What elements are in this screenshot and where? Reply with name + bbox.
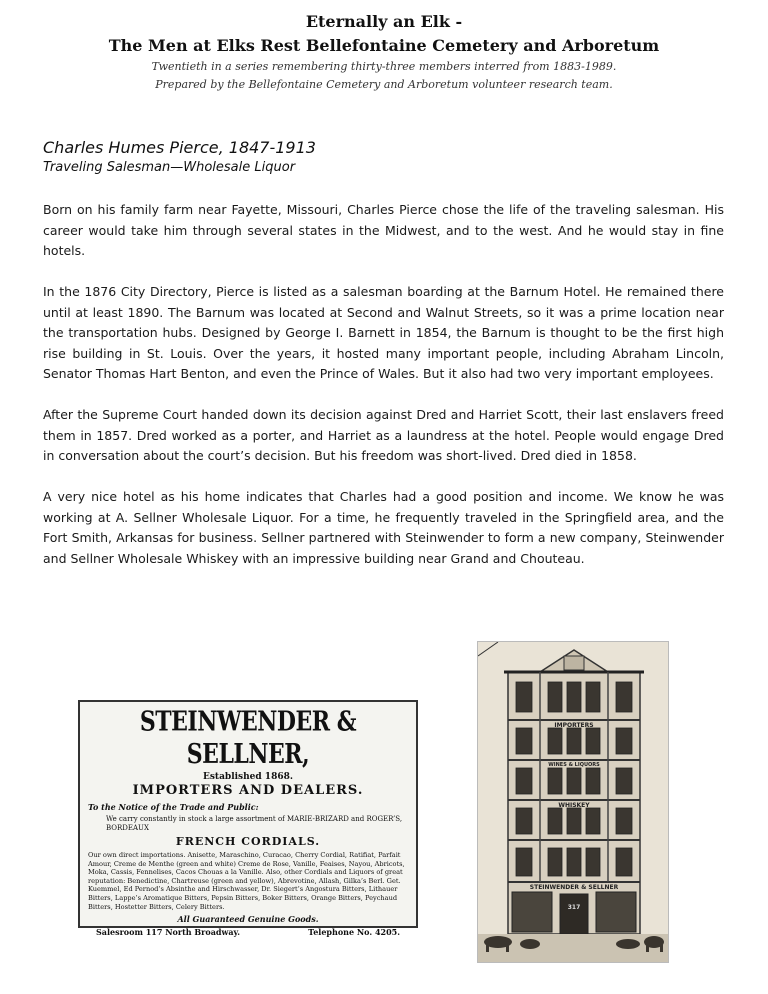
ad-footer: [88, 927, 408, 937]
article-body: [43, 200, 724, 590]
paragraph: A very nice hotel as his home indicates that Charles had a good position and income. We know he was working at A. Sellner Wholesale Liquor. For a time, he frequently traveled in the Springfield area, and the Fort Smith, Arkansas for business. Sellner partnered with Steinwender to form a new company, Steinwender and Sellner Wholesale Whiskey with an impressive building near Grand and Chouteau.: [43, 489, 724, 566]
series-note: Twentieth in a series remembering thirty-three members interred from 1883-1989.: [151, 60, 617, 73]
building-engraving-image: [477, 641, 669, 963]
ad-cordials-heading: FRENCH CORDIALS.: [175, 835, 321, 848]
sign-whiskey: WHISKEY: [558, 802, 590, 809]
ad-established: Established 1868.: [203, 772, 293, 782]
sign-importers: IMPORTERS: [554, 722, 594, 729]
series-subtitle: The Men at Elks Rest Bellefontaine Cemetery and Arboretum: [108, 36, 660, 55]
ad-business: IMPORTERS AND DEALERS.: [132, 783, 364, 798]
sign-firm-name: STEINWENDER & SELLNER: [529, 884, 619, 891]
person-occupation: Traveling Salesman—Wholesale Liquor: [43, 160, 296, 175]
ad-firm-name: STEINWENDER & SELLNER,: [139, 705, 357, 771]
profile-heading: [43, 138, 316, 177]
prepared-by-note: Prepared by the Bellefontaine Cemetery and Arboretum volunteer research team.: [155, 78, 613, 91]
ad-salesroom: Salesroom 117 North Broadway.: [96, 927, 241, 938]
sign-street-number: 317: [567, 904, 581, 911]
ad-notice: To the Notice of the Trade and Public:: [88, 802, 259, 812]
advertisement-image: [78, 700, 418, 938]
ad-telephone: Telephone No. 4205.: [308, 927, 400, 938]
ad-guarantee: All Guaranteed Genuine Goods.: [177, 914, 319, 925]
paragraph: Born on his family farm near Fayette, Missouri, Charles Pierce chose the life of the traveling salesman. His career would take him through several states in the Midwest, and to the west. And he would stay in fine hotels.: [43, 202, 724, 258]
person-name: Charles Humes Pierce, 1847-1913: [43, 138, 316, 157]
ad-product-list: Our own direct importations. Anisette, Maraschino, Curacao, Cherry Cordial, Ratifiat, Parfait Amour, Creme de Menthe (green and white) Creme de Rose, Vanille, Feaises, Nayou, Abricots, Moka, Cassis, Fennelises, Cacos Chouas a la Vanille. Also, other Cordials and Liquors of great reputation: Benedictine, Chartreuse (green and yellow), Abrevotine, Allash, Gilka’s Berl. Get. Kuemmel, Ed Pernod’s Absinthe and Hirschwasser, Dr. Siegert’s Angostura Bitters, Lithauer Bitters, Lappe’s Aromatique Bitters, Pepsin Bitters, Boker Bitters, Orange Bitters, Peychaud Bitters, Hostetter Bitters, Celery Bitters.: [88, 851, 405, 911]
paragraph: After the Supreme Court handed down its decision against Dred and Harriet Scott, their last enslavers freed them in 1857. Dred worked as a porter, and Harriet as a laundress at the hotel. People would engage Dred in conversation about the court’s decision. But his freedom was short-lived. Dred died in 1858.: [43, 407, 724, 463]
page-header: [0, 10, 768, 94]
series-title: Eternally an Elk -: [305, 12, 463, 31]
ad-stock: We carry constantly in stock a large assortment of MARIE-BRIZARD and ROGER’S, BORDEAUX: [106, 815, 403, 832]
paragraph: In the 1876 City Directory, Pierce is listed as a salesman boarding at the Barnum Hotel. He remained there until at least 1890. The Barnum was located at Second and Walnut Streets, so it was a prime location near the transportation hubs. Designed by George I. Barnett in 1854, the Barnum is thought to be the first high rise building in St. Louis. Over the years, it hosted many important people, including Abraham Lincoln, Senator Thomas Hart Benton, and even the Prince of Wales. But it also had two very important employees.: [43, 284, 724, 381]
sign-wines-liquors: WINES & LIQUORS: [548, 762, 600, 768]
